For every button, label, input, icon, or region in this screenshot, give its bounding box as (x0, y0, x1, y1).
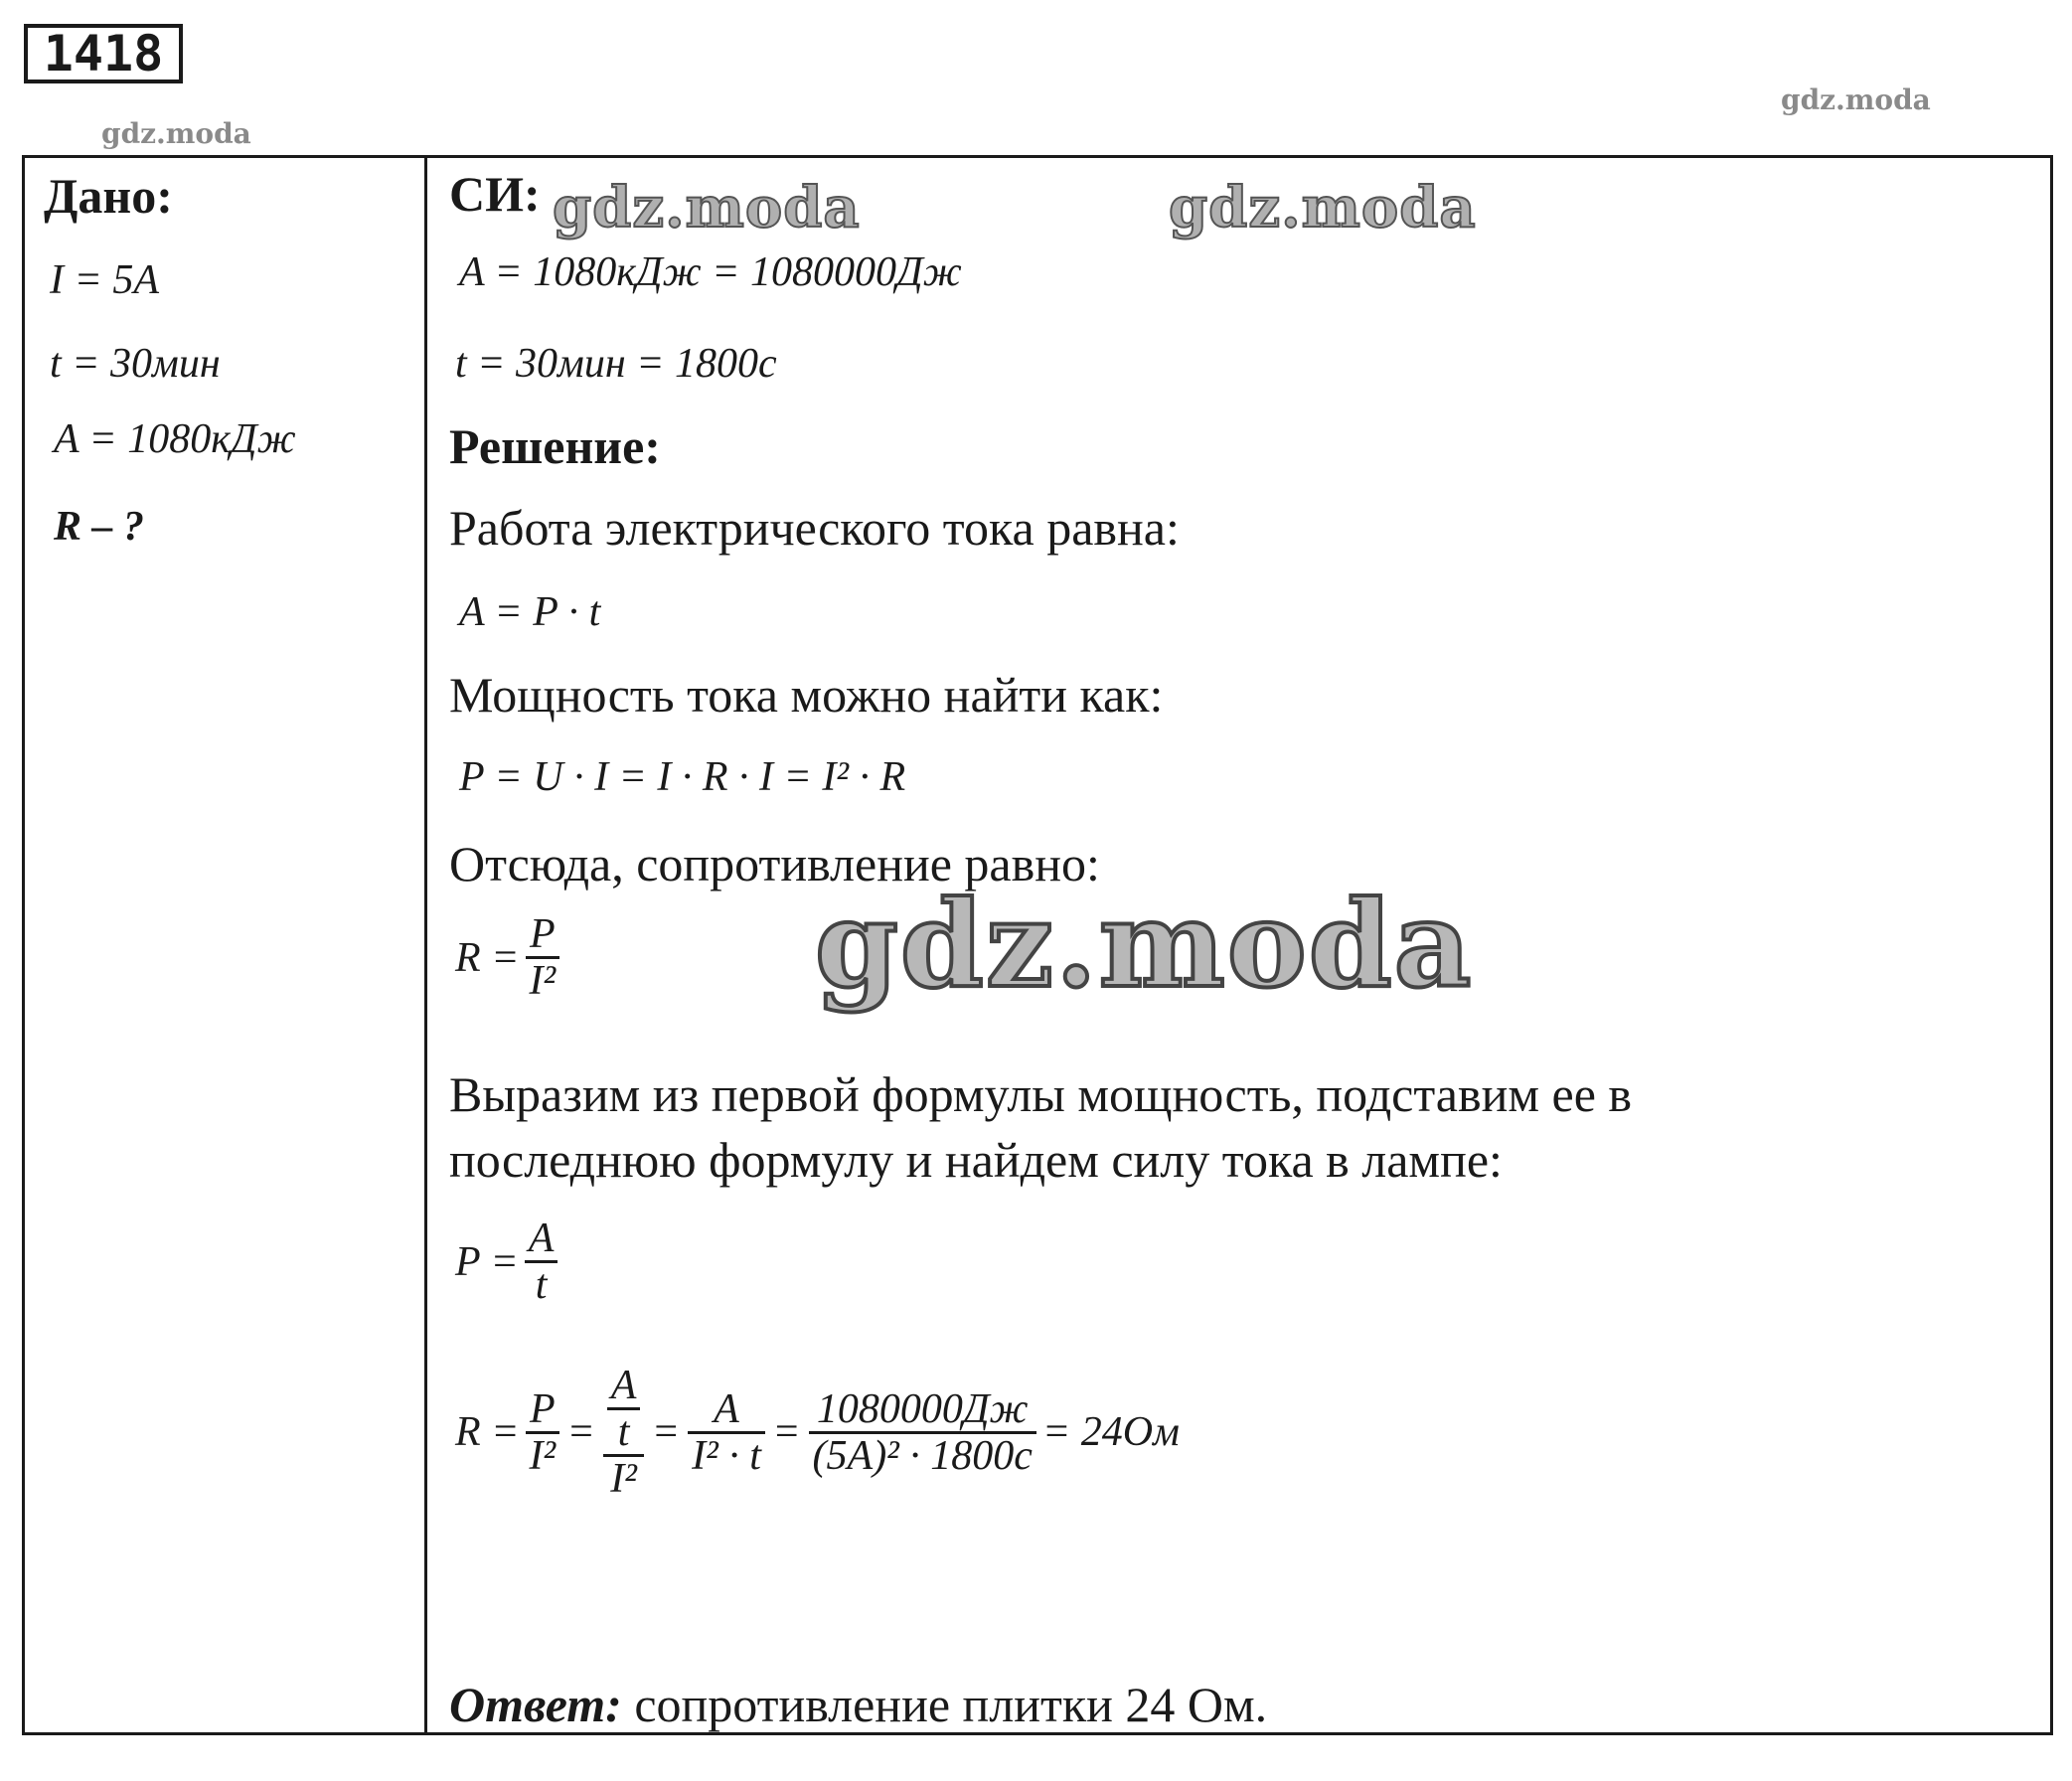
solution-header: Решение: (449, 418, 661, 474)
denominator: I² · t (692, 1432, 761, 1479)
solution-paragraph-4a: Выразим из первой формулы мощность, подставим ее в (449, 1066, 1632, 1122)
fraction-2 (603, 1364, 645, 1501)
watermark-header-right: gdz.moda (1169, 175, 1477, 241)
given-current: I = 5A (50, 257, 159, 303)
si-time: t = 30мин = 1800с (455, 341, 777, 387)
fraction (526, 912, 560, 1003)
answer-text: сопротивление плитки 24 Ом. (621, 1677, 1268, 1732)
solution-paragraph-3: Отсюда, сопротивление равно: (449, 836, 1100, 891)
denominator: I² (529, 958, 557, 1005)
numerator (603, 1364, 645, 1454)
fraction (525, 1216, 558, 1307)
numerator: A (528, 1215, 555, 1261)
column-divider (424, 155, 427, 1735)
formula-resistance-lhs: R = (455, 934, 520, 981)
formula-power: P = U · I = I · R · I = I² · R (459, 754, 906, 800)
denominator: t (617, 1409, 630, 1456)
si-work: A = 1080кДж = 1080000Дж (459, 249, 962, 295)
numerator: P (529, 1385, 556, 1432)
task-number: 1418 (24, 24, 183, 83)
formula-power-lhs: P = (455, 1238, 519, 1285)
fraction-3 (688, 1387, 765, 1478)
final-lhs: R = (455, 1409, 520, 1456)
given-header: Дано: (44, 168, 173, 224)
given-time: t = 30мин (50, 341, 221, 387)
solution-paragraph-1: Работа электрического тока равна: (449, 500, 1180, 556)
given-unknown: R – ? (54, 504, 145, 550)
si-header: СИ: (449, 166, 541, 222)
fraction-4 (809, 1387, 1036, 1478)
numerator: P (529, 911, 556, 957)
watermark-top-left: gdz.moda (101, 117, 251, 150)
numerator: 1080000Дж (816, 1385, 1029, 1432)
given-work: A = 1080кДж (54, 416, 296, 462)
denominator: t (535, 1262, 548, 1309)
fraction-1 (526, 1387, 560, 1478)
answer-label: Ответ: (449, 1677, 622, 1732)
denominator: I² (610, 1456, 637, 1503)
solution-paragraph-4b: последнюю формулу и найдем силу тока в лампе: (449, 1132, 1503, 1188)
final-result: = 24Ом (1041, 1409, 1180, 1456)
formula-resistance (455, 912, 565, 1003)
denominator: I² (529, 1432, 557, 1479)
numerator: A (610, 1363, 637, 1408)
watermark-center: gdz.moda (815, 875, 1474, 1015)
watermark-top-right: gdz.moda (1781, 83, 1931, 116)
formula-work: A = P · t (459, 589, 601, 635)
denominator: (5A)² · 1800с (812, 1432, 1033, 1479)
formula-final: R = $\frac{P}{\text{I²}}$ = $\frac{\frac{A}{t}}{\text{I²}}$ = $\frac{A}{\text{I² · t}}$ = $\frac{1080000Дж}{\text{(5A)² · 1800с}}$ = 24Ом (455, 1363, 1180, 1503)
answer (449, 1676, 1267, 1733)
numerator: A (714, 1385, 739, 1432)
solution-paragraph-2: Мощность тока можно найти как: (449, 667, 1164, 723)
formula-power-from-work (455, 1216, 563, 1307)
watermark-header-left: gdz.moda (553, 175, 861, 241)
nested-fraction (607, 1364, 641, 1454)
